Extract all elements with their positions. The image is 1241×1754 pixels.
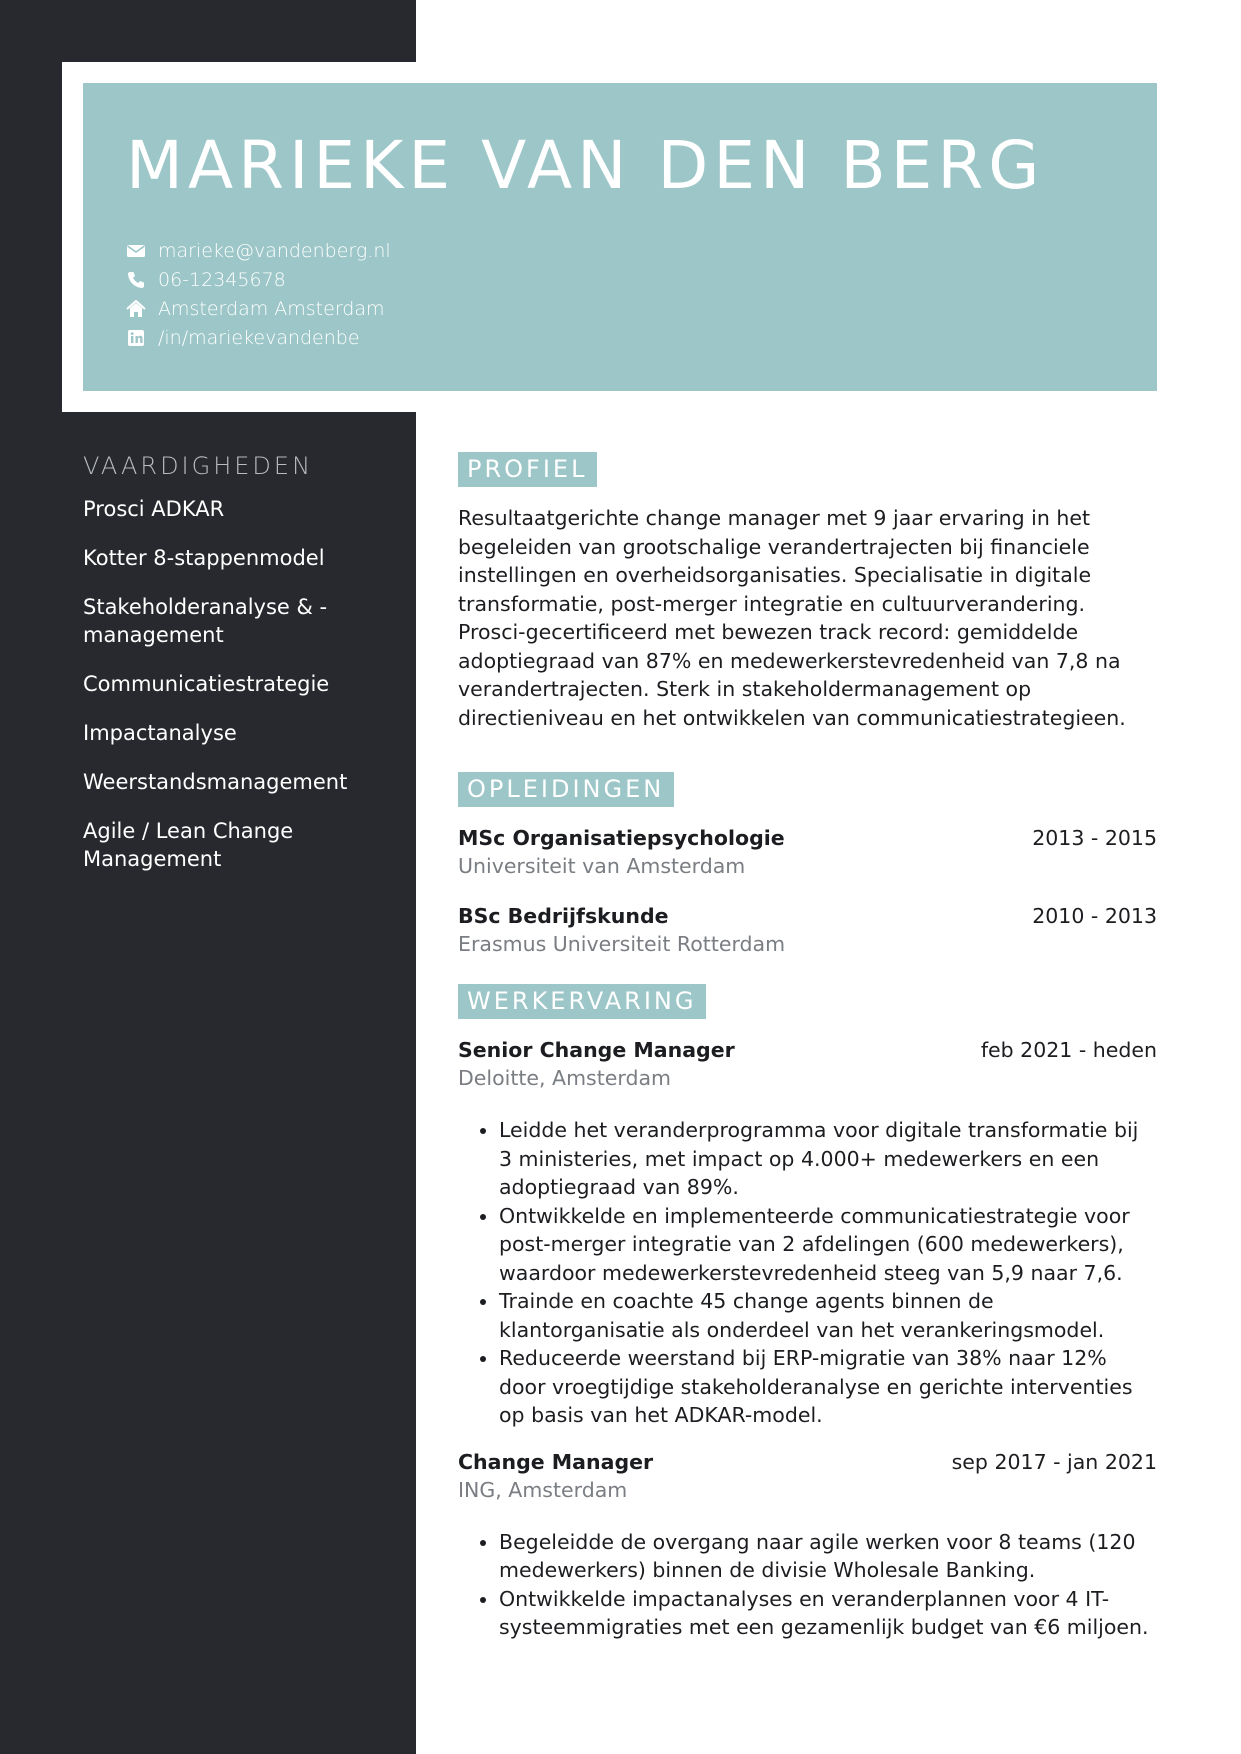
experience-bullets [458,1528,1157,1642]
experience-period: sep 2017 - jan 2021 [951,1449,1157,1474]
experience-section [458,984,1157,1642]
experience-entry [458,1448,1157,1642]
experience-bullet: • Trainde en coachte 45 change agents binnen de klantorganisatie als onderdeel van het verankeringsmodel. [499,1287,1157,1344]
experience-role: Senior Change Manager [458,1038,735,1062]
education-title: OPLEIDINGEN [458,772,674,807]
experience-company: ING, Amsterdam [458,1477,628,1502]
skills-list [83,495,383,873]
skills-section [83,452,383,894]
education-degree: MSc Organisatiepsychologie [458,826,785,850]
contact-linkedin [126,323,391,352]
main-content [458,452,1157,1682]
education-school: Universiteit van Amsterdam [458,854,746,878]
education-school: Erasmus Universiteit Rotterdam [458,932,786,956]
education-degree: BSc Bedrijfskunde [458,904,669,928]
skill-item: Weerstandsmanagement [83,770,348,794]
experience-bullets [458,1116,1157,1430]
skill-item: Stakeholderanalyse & -management [83,595,328,647]
experience-role: Change Manager [458,1449,654,1474]
skill-item: Kotter 8-stappenmodel [83,546,325,570]
profile-section [458,452,1157,732]
experience-bullet: • Begeleidde de overgang naar agile werken voor 8 teams (120 medewerkers) binnen de divisie Wholesale Banking. [499,1528,1157,1585]
experience-company: Deloitte, Amsterdam [458,1066,671,1090]
skill-item: Impactanalyse [83,721,237,745]
contact-linkedin-text: /in/mariekevandenbe [158,326,360,349]
experience-entry-head [458,1036,1157,1064]
phone-icon [126,270,146,290]
contact-phone-text: 06-12345678 [158,268,286,291]
experience-entry [458,1036,1157,1430]
contact-address [126,294,391,323]
experience-entry-head [458,1448,1157,1476]
education-period: 2010 - 2013 [1032,904,1157,928]
contact-email [126,236,391,265]
contact-phone [126,265,391,294]
envelope-icon [126,241,146,261]
linkedin-icon [126,328,146,348]
education-entry-head [458,824,1157,852]
experience-bullet: • Reduceerde weerstand bij ERP-migratie van 38% naar 12% door vroegtijdige stakeholderanalyse en gerichte interventies op basis van het ADKAR-model. [499,1344,1157,1430]
education-period: 2013 - 2015 [1032,826,1157,850]
experience-title: WERKERVARING [458,984,706,1019]
education-entry-head [458,902,1157,930]
skills-title: VAARDIGHEDEN [83,452,314,480]
experience-bullet: • Leidde het veranderprogramma voor digitale transformatie bij 3 ministeries, met impact op 4.000+ medewerkers en een adoptiegraad van 89%. [499,1116,1157,1202]
experience-period: feb 2021 - heden [980,1038,1157,1062]
contact-email-text: marieke@vandenberg.nl [158,239,391,262]
experience-bullet: • Ontwikkelde en implementeerde communicatiestrategie voor post-merger integratie van 2 afdelingen (600 medewerkers), waardoor medewerkerstevredenheid steeg van 5,9 naar 7,6. [499,1202,1157,1288]
home-icon [126,299,146,319]
candidate-name: MARIEKE VAN DEN BERG [126,127,1045,204]
education-section [458,772,1157,958]
education-entry [458,824,1157,880]
skill-item: Agile / Lean Change Management [83,819,294,871]
profile-title: PROFIEL [458,452,597,487]
skill-item: Communicatiestrategie [83,672,330,696]
header [83,83,1157,391]
experience-bullet: • Ontwikkelde impactanalyses en veranderplannen voor 4 IT-systeemmigraties met een gezamenlijk budget van €6 miljoen. [499,1585,1157,1642]
skill-item: Prosci ADKAR [83,497,225,521]
education-entry [458,902,1157,958]
profile-text: Resultaatgerichte change manager met 9 jaar ervaring in het begeleiden van grootschalige verandertrajecten bij financiele instellingen en overheidsorganisaties. Specialisatie in digitale transformatie, post-merger integratie en cultuurverandering. Prosci-gecertificeerd met bewezen track record: gemiddelde adoptiegraad van 87% en medewerkerstevredenheid van 7,8 na verandertrajecten. Sterk in stakeholdermanagement op directieniveau en het ontwikkelen van communicatiestrategieen. [458,506,1126,730]
contact-address-text: Amsterdam Amsterdam [158,297,385,320]
contact-list [126,236,391,352]
